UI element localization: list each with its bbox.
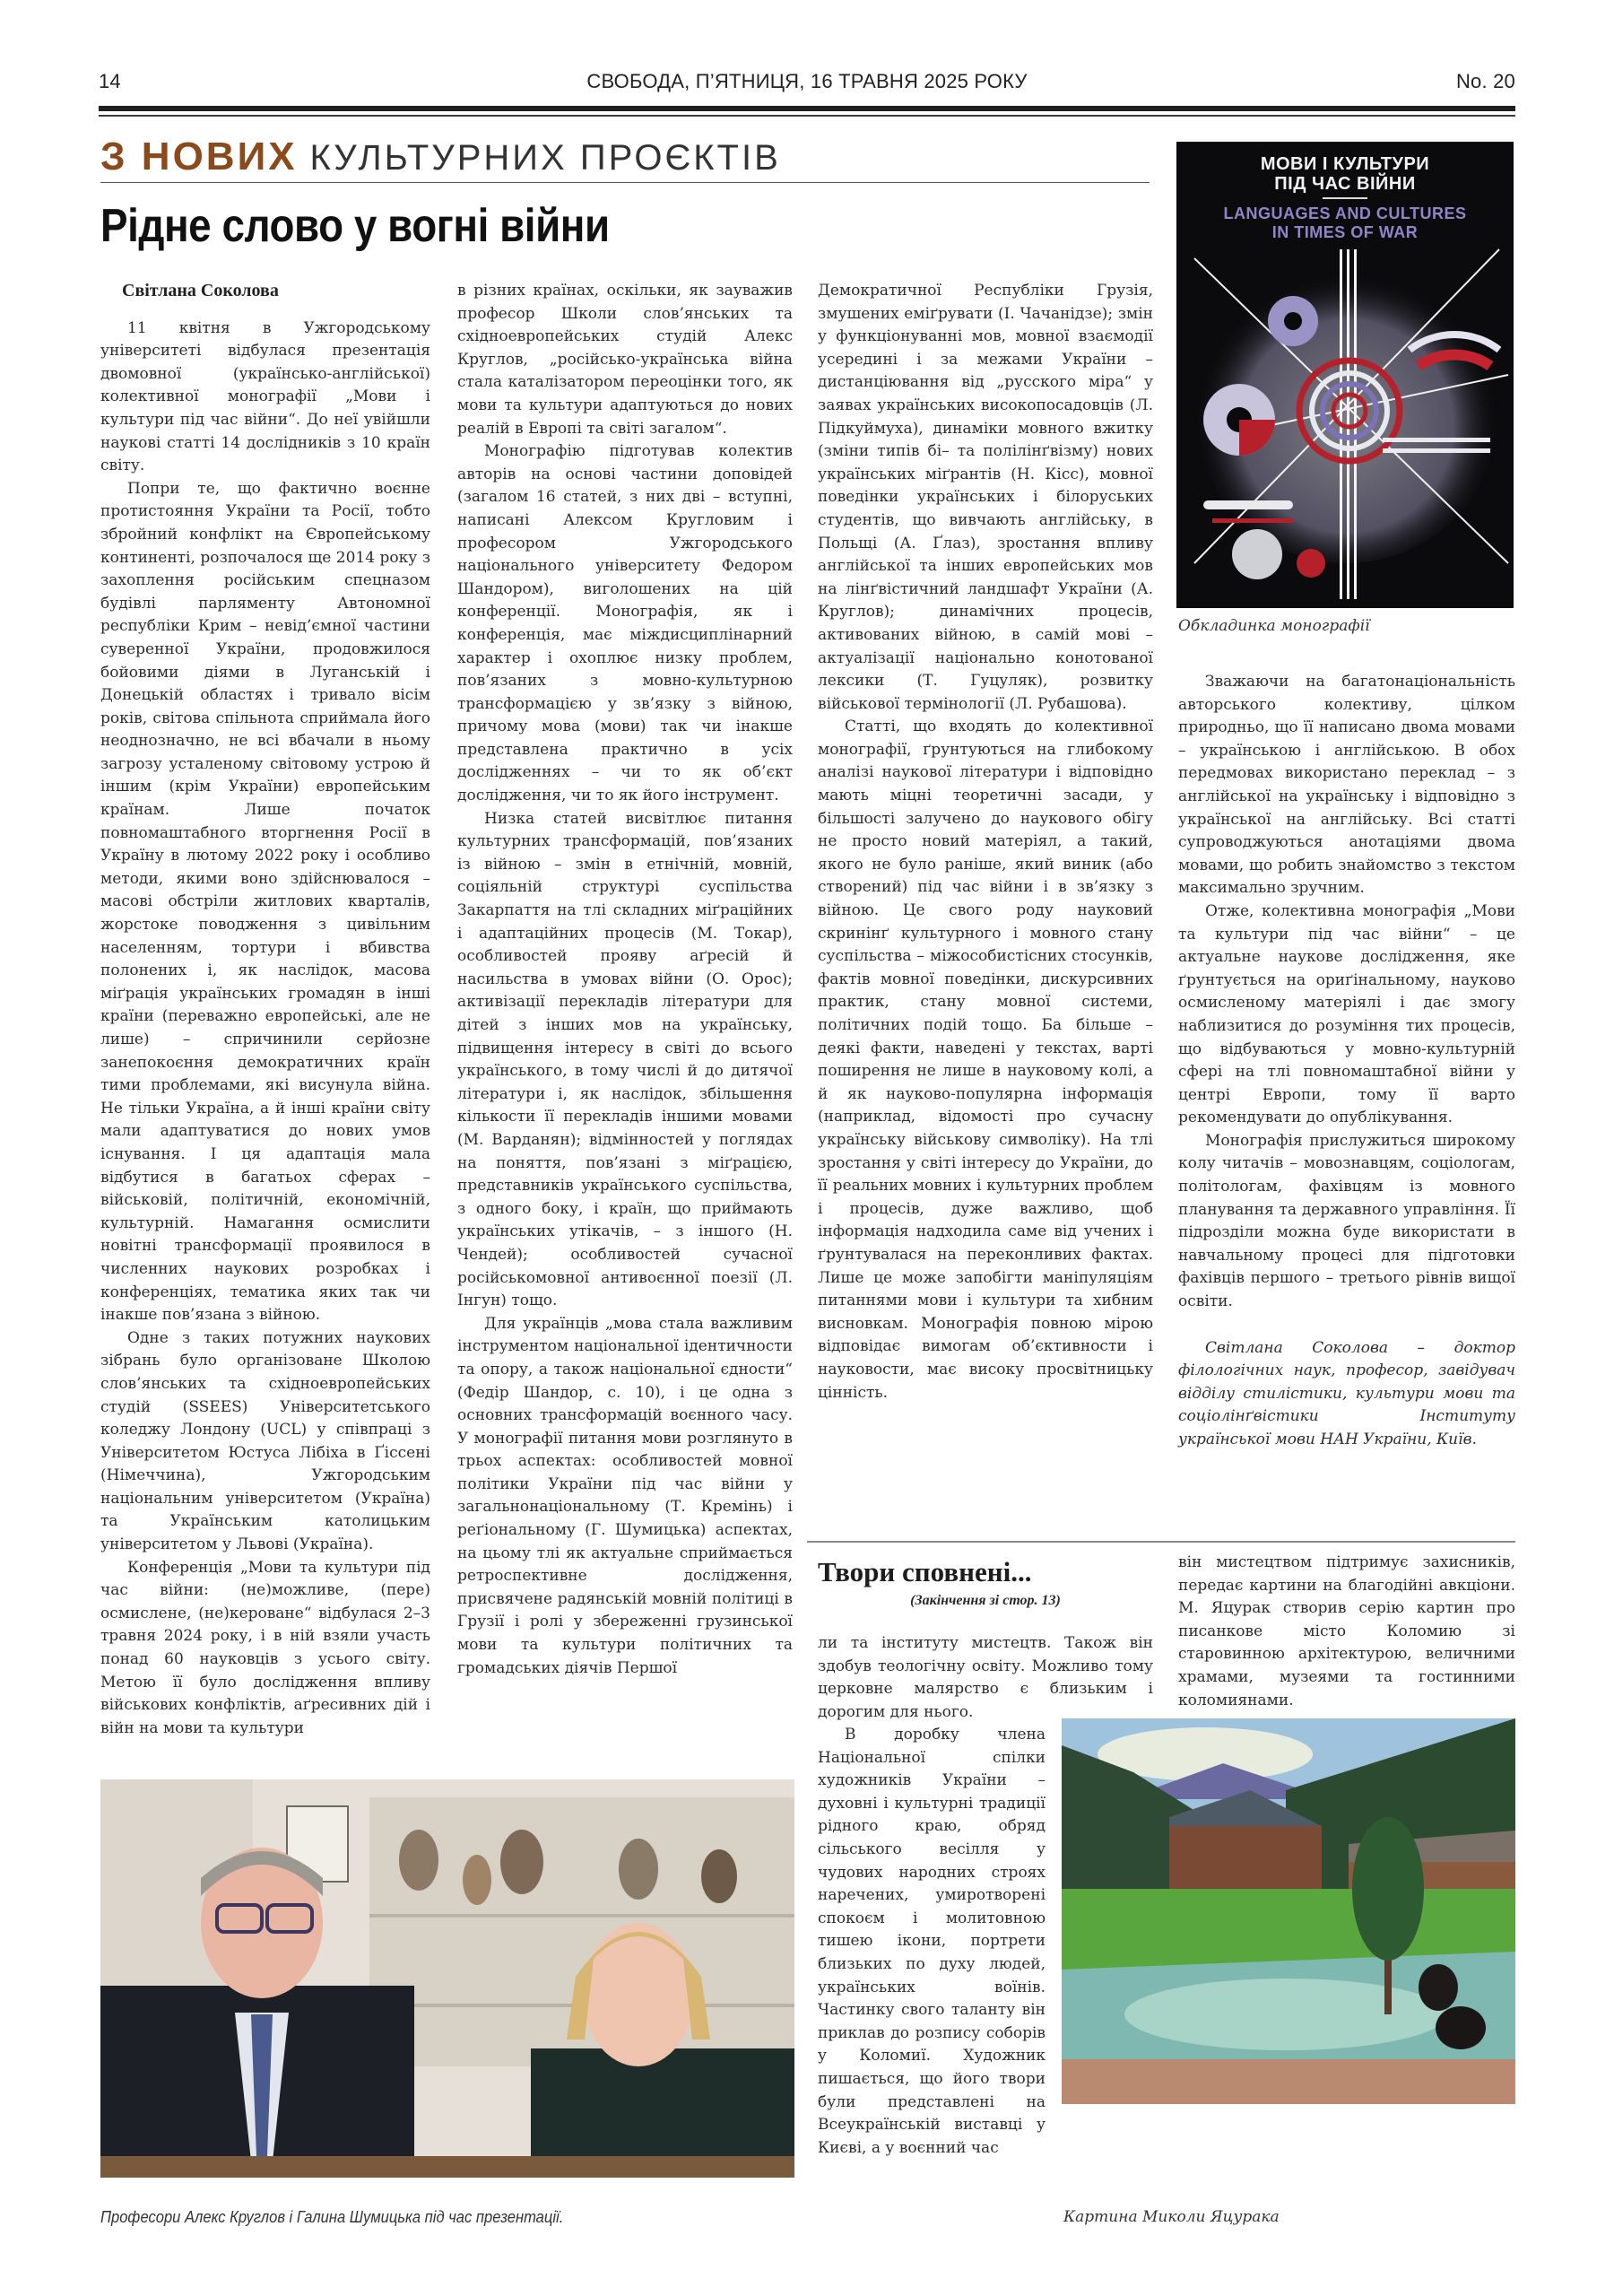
section-heading — [100, 135, 781, 179]
article-column-2 — [457, 280, 793, 1680]
cover-caption: Обкладинка монографії — [1178, 617, 1370, 635]
paragraph: ли та інституту мистецтв. Також він здобув теологічну освіту. Можливо тому церковне малярство є близьким і дорогим для нього. — [818, 1634, 1153, 1721]
cover-title-ukrainian — [1176, 154, 1514, 194]
article-column-4 — [1178, 671, 1515, 1452]
landscape-painting — [1062, 1718, 1515, 2104]
paragraph: Зважаючи на багатонаціональність авторського колективу, цілком природньо, що її написано двома мовами – українською і англійською. В обох передмовах використано переклад – з англійської на українську і відповідно з української на англійську. Всі статті супроводжуються анотаціями двома мовами, що робить знайомство з текстом максимально зручним. — [1178, 673, 1515, 898]
article-divider — [807, 1541, 1515, 1543]
cover-title-en-line1: LANGUAGES AND CULTURES — [1223, 204, 1467, 222]
paragraph: Монографію підготував колектив авторів на основі частини доповідей (загалом 16 статей, з них дві – вступні, написані Алексом Кругловим і професором Ужгородського національного університету Федором Шандором), виголошених на цій конференції. Монографія, як і конференція, має міждисциплінарний характер і охоплює низку проблем, пов’язаних з мовно-культурною трансформацією у зв’язку з війною, причому мова (мови) так чи інакше представлена практично в усіх дослідженнях – чи то як об’єкт дослідження, чи то як його інструмент. — [457, 442, 793, 805]
newspaper-masthead-title: СВОБОДА, П’ЯТНИЦЯ, 16 ТРАВНЯ 2025 РОКУ — [586, 70, 1028, 92]
cover-title-uk-line1: МОВИ І КУЛЬТУРИ — [1260, 154, 1430, 174]
continuation-note: (Закінчення зі стор. 13) — [910, 1593, 1061, 1608]
paragraph: Для українців „мова стала важливим інструментом національної ідентичности та опору, а також національної єдности“ (Федір Шандор, с. 10), і це одна з основних трансформацій воєнного часу. У монографії питання мови розглянуто в трьох аспектах: особливостей мовної політики України під час війни у загальнонаціональному (Т. Кремінь) і реґіональному (Г. Шумицька) аспектах, на цьому тлі як актуальне сприймається ретроспективне дослідження, присвячене радянській мовній політиці в Грузії і ролі у збереженні грузинської мови та культури політичних та громадських діячів Першої — [457, 1314, 793, 1677]
photo-caption: Професори Алекс Круглов і Галина Шумицька під час презентації. — [100, 2208, 564, 2226]
paragraph: в різних країнах, оскільки, як зауважив професор Школи слов’янських та східноевропейських студій Алекс Круглов, „російсько-українська війна стала каталізатором переоцінки того, як мови та культури адаптуються до нових реалій в Европі та світі загалом“. — [457, 282, 793, 438]
cover-title-english — [1176, 204, 1514, 242]
second-article-column-2 — [1178, 1552, 1515, 1712]
second-article-column-1b — [818, 1724, 1046, 2160]
paragraph: В доробку члена Національної спілки художників України – духовні і культурні традиції рідного краю, обряд сільського весілля у чудових народних строях наречених, умиротворені спокоєм і молитовною тишею ікони, портрети близьких по духу людей, українських воїнів. Частинку свого таланту він приклав до розпису соборів у Коломиї. Художник пишається, що його твори були представлені на Всеукраїнській виставці у Києві, а у воєнний час — [818, 1726, 1046, 2157]
section-heading-bold: З НОВИХ — [100, 135, 298, 178]
section-rule — [100, 182, 1150, 183]
page-number: 14 — [99, 70, 121, 92]
masthead-rule-thick — [99, 106, 1515, 111]
paragraph: Попри те, що фактично воєнне протистояння України та Росії, тобто збройний конфлікт на Європейському континенті, розпочалося ще 2014 року з захоплення російським спецназом будівлі парляменту Автономної республіки Крим – невід’ємної частини суверенної України, продовжилося бойовими діями в Луганській і Донецькій областях і тривало вісім років, світова спільнота сприймала його неоднозначно, не всі вбачали в ньому загрозу усталеному світовому устрою й іншим (крім України) европейським країнам. Лише початок повномаштабного вторгнення Росії в Україну в лютому 2022 року і особливо методи, якими воно здійснювалося – масові обстріли житлових кварталів, жорстоке поводження з цивільним населенням, тортури і вбивства полонених і, як наслідок, масова міґрація українських громадян в інші країни (переважно европейські, але не лише) – спричинили серйозне занепокоєння демократичних країн тими проблемами, які висунула війна. Не тільки Україна, а й інші країни світу мали адаптуватися до нових умов існування. І ця адаптація мала відбутися в багатьох сферах – військовій, політичній, економічній, культурній. Намагання осмислити новітні трансформації проявилося в численних наукових розробках і конференціях, тематика яких так чи інакше пов’язана з війною. — [100, 479, 430, 1325]
photo-illustration — [100, 1779, 794, 2178]
monograph-cover-image — [1176, 142, 1514, 608]
author-bio: Світлана Соколова – доктор філологічних наук, професор, завідувач відділу стилістики, культури мови та соціолінґвістики Інституту української мови НАН України, Київ. — [1178, 1338, 1515, 1448]
cover-separator — [1323, 197, 1367, 199]
paragraph: Отже, колективна монографія „Мови та культури під час війни“ – це актуальне наукове дослідження, яке ґрунтується на ориґінальному, науково осмисленому матеріялі і дає змогу наблизитися до розуміння тих процесів, що відбуваються у мовно-культурній сфері на тлі повномаштабної війни у центрі Европи, тому її варто рекомендувати до опублікування. — [1178, 901, 1515, 1127]
second-article-column-1a — [818, 1632, 1153, 1724]
cover-title-en-line2: IN TIMES OF WAR — [1271, 223, 1419, 241]
paragraph: Конференція „Мови та культури під час війни: (не)можливе, (пере) осмислене, (не)кероване“ відбулася 2–3 травня 2024 року, і в ній взяли участь понад 60 науковців з усього світу. Метою її було дослідження впливу військових конфліктів, аґресивних дій і війн на мови та культури — [100, 1558, 430, 1737]
paragraph: Статті, що входять до колективної монографії, ґрунтуються на глибокому аналізі наукової літератури і відповідно мають міцні теоретичні засади, у більшості залучено до наукового обігу не просто новий матеріял, а такий, якого не було раніше, який виник (або створений) під час війни і в зв’язку з війною. Це свого роду науковий скринінґ культурного і мовного стану суспільства – міжособистісних стосунків, фактів мовної поведінки, дискурсивних практик, стану мовної системи, політичних подій тощо. Ба більше – деякі факти, наведені у текстах, варті поширення не лише в науковому колі, а й як науково-популярна інформація (наприклад, відомості про сучасну українську військову символіку). На тлі зростання у світі інтересу до України, до її реальних мовних і культурних проблем і процесів, дуже важливо, щоб інформація надходила саме від учених і ґрунтувалася на переконливих фактах. Лише це може запобігти маніпуляціям питаннями мови і культури та хибним висновкам. Монографія повною мірою відповідає вимогам об’єктивности і науковости, має високу просвітницьку цінність. — [818, 718, 1153, 1402]
cover-title-uk-line2: ПІД ЧАС ВІЙНИ — [1274, 174, 1416, 194]
article-headline: Рідне слово у вогні війни — [100, 200, 610, 252]
paragraph: Демократичної Республіки Грузія, змушених еміґрувати (І. Чачанідзе); змін у функціонуванні мов, мовної взаємодії усередині і за межами України – дистанціювання від „русского міра“ у заявах українських високопосадовців (Л. Підкуймуха), динаміки мовного вжитку (зміни типів бі– та полілінґвізму) нових українських міґрантів (Н. Кісс), мовної поведінки українських і білоруських студентів, що вивчають англійську, в Польщі (А. Ґлаз), зростання впливу англійської та інших европейських мов на лінґвістичний ландшафт України (А. Круглов); динамічних процесів, активованих війною, в самій мові – актуалізації національно конотованої лексики (Т. Гуцуляк), розвитку військової термінології (Л. Рубашова). — [818, 282, 1153, 713]
masthead-rule-thin — [99, 115, 1515, 117]
section-heading-light: КУЛЬТУРНИХ ПРОЄКТІВ — [309, 138, 781, 178]
presentation-photo — [100, 1779, 794, 2178]
paragraph: Одне з таких потужних наукових зібрань було організоване Школою слов’янських та східноевропейських студій (SSEES) Університетського коледжу Лондону (UCL) у співпраці з Університетом Юстуса Лібіха в Ґіссені (Німеччина), Ужгородським національним університетом (Україна) та Українським католицьким університетом у Львові (Україна). — [100, 1328, 430, 1554]
paragraph: Низка статей висвітлює питання культурних трансформацій, пов’язаних із війною – змін в етнічній, мовній, соціяльній структурі суспільства Закарпаття на тлі складних міґраційних і адаптаційних процесів (М. Токар), особливостей прояву аґресій й насильства в умовах війни (О. Орос); активізації перекладів літератури для дітей з інших мов на українську, підвищення інтересу в світі до всього українського, в тому числі й до дитячої літератури і, як наслідок, збільшення кількости її перекладів іншими мовами (М. Варданян); відмінностей у поглядах на поняття, пов’язані з міґрацією, представників українського суспільства, з одного боку, і країн, що приймають українських утікачів, – з іншого (Н. Чендей); особливостей сучасної російськомовної антивоєнної поезії (Л. Інгун) тощо. — [457, 809, 793, 1310]
painting-caption: Картина Миколи Яцурака — [1063, 2208, 1280, 2226]
second-article-title: Твори сповнені... — [818, 1556, 1032, 1587]
article-column-1 — [100, 280, 430, 1740]
paragraph: він мистецтвом підтримує захисників, передає картини на благодійні авкціони. М. Яцурак створив серію картин про писанкове місто Коломию зі старовинною архітектурою, величними храмами, музеями та гостинними коломиянами. — [1178, 1553, 1515, 1709]
paragraph: 11 квітня в Ужгородському університеті відбулася презентація двомовної (українсько-англійської) колективної монографії „Мови і культури під час війни“. До неї увійшли наукові статті 14 дослідників з 10 країн світу. — [100, 318, 430, 475]
painting-illustration — [1062, 1718, 1515, 2104]
article-column-3 — [818, 280, 1153, 1405]
paragraph: Монографія прислужиться широкому колу читачів – мовознавцям, соціологам, політологам, фахівцям із мовного планування та державного управління. Її підрозділи можна буде використати в навчальному процесі для підготовки фахівців першого – третього рівнів вищої освіти. — [1178, 1131, 1515, 1311]
byline: Світлана Соколова — [122, 281, 279, 300]
issue-number: No. 20 — [1455, 70, 1515, 92]
